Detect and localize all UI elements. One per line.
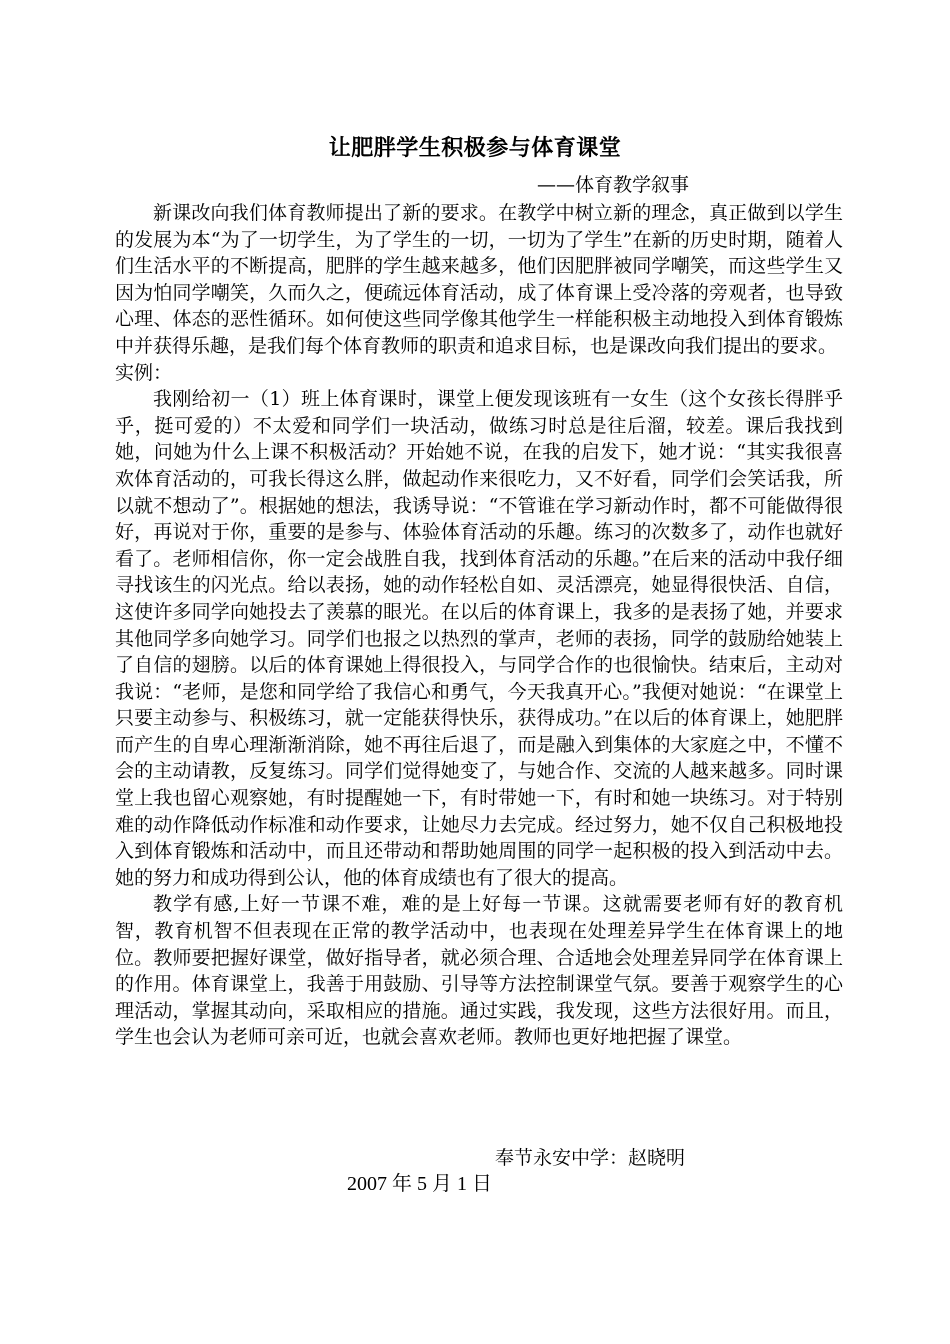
document-subtitle: ——体育教学叙事 (537, 174, 690, 196)
document-title: 让肥胖学生积极参与体育课堂 (328, 136, 622, 161)
document-date: 2007 年 5 月 1 日 (347, 1173, 492, 1195)
author-signature: 奉节永安中学：赵晓明 (495, 1147, 686, 1169)
example-paragraph: 我刚给初一（1）班上体育课时，课堂上便发现该班有一女生（这个女孩长得胖乎乎，挺可爱的）不太爱和同学们一块活动，做练习时总是往后溜，较差。课后我找到她，问她为什么上课不积极活动？开始她不说，在我的启发下，她才说：“其实我很喜欢体育活动的，可我长得这么胖，做起动作来很吃力，又不好看，同学们会笑话我，所以就不想动了”。根据她的想法，我诱导说：“不管谁在学习新动作时，都不可能做得很好，再说对于你，重要的是参与、体验体育活动的乐趣。练习的次数多了，动作也就好看了。老师相信你，你一定会战胜自我，找到体育活动的乐趣。”在后来的活动中我仔细寻找该生的闪光点。给以表扬，她的动作轻松自如、灵活漂亮，她显得很快活、自信，这使许多同学向她投去了羡慕的眼光。在以后的体育课上，我多的是表扬了她，并要求其他同学多向她学习。同学们也报之以热烈的掌声，老师的表扬，同学的鼓励给她装上了自信的翅膀。以后的体育课她上得很投入，与同学合作的也很愉快。结束后，主动对我说：“老师，是您和同学给了我信心和勇气，今天我真开心。”我便对她说：“在课堂上只要主动参与、积极练习，就一定能获得快乐，获得成功。”在以后的体育课上，她肥胖而产生的自卑心理渐渐消除，她不再往后退了，而是融入到集体的大家庭之中，不懂不会的主动请教，反复练习。同学们觉得她变了，与她合作、交流的人越来越多。同时课堂上我也留心观察她，有时提醒她一下，有时带她一下，有时和她一块练习。对于特别难的动作降低动作标准和动作要求，让她尽力去完成。经过努力，她不仅自己积极地投入到体育锻炼和活动中，而且还带动和帮助她周围的同学一起积极的投入到活动中去。她的努力和成功得到公认，他的体育成绩也有了很大的提高。 (115, 388, 843, 889)
document-body (115, 200, 843, 1051)
reflection-paragraph: 教学有感,上好一节课不难，难的是上好每一节课。这就需要老师有好的教育机智，教育机智不但表现在正常的教学活动中，也表现在处理差异学生在体育课上的地位。教师要把握好课堂，做好指导者，就必须合理、合适地会处理差异同学在体育课上的作用。体育课堂上，我善于用鼓励、引导等方法控制课堂气氛。要善于观察学生的心理活动，掌握其动向，采取相应的措施。通过实践，我发现，这些方法很好用。而且，学生也会认为老师可亲可近，也就会喜欢老师。教师也更好地把握了课堂。 (115, 893, 843, 1049)
example-label: 实例： (115, 361, 173, 384)
intro-paragraph: 新课改向我们体育教师提出了新的要求。在教学中树立新的理念，真正做到以学生的发展为本“为了一切学生，为了学生的一切，一切为了学生”在新的历史时期，随着人们生活水平的不断提高，肥胖的学生越来越多，他们因肥胖被同学嘲笑，而这些学生又因为怕同学嘲笑，久而久之，便疏远体育活动，成了体育课上受冷落的旁观者，也导致心理、体态的恶性循环。如何使这些同学像其他学生一样能积极主动地投入到体育锻炼中并获得乐趣，是我们每个体育教师的职责和追求目标，也是课改向我们提出的要求。 (115, 202, 843, 357)
